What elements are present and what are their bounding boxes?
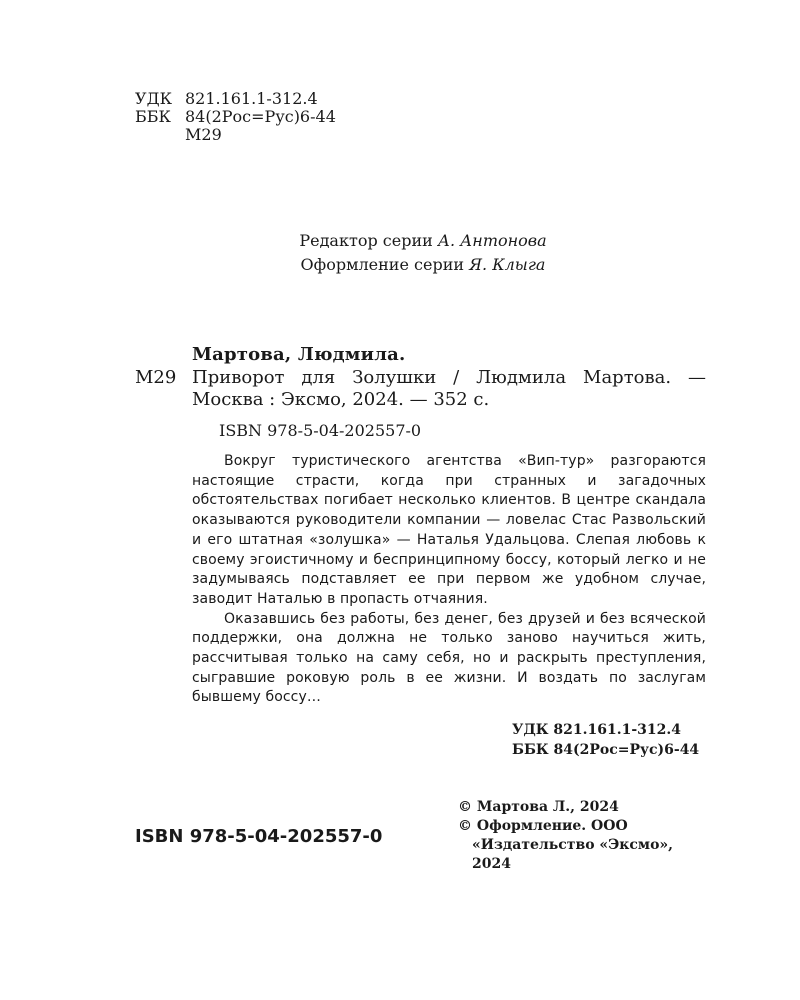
udk-row: [135, 90, 336, 108]
copyright-block: [458, 798, 708, 874]
series-editor-prefix: Редактор серии: [299, 231, 433, 250]
classification-codes: [135, 90, 336, 144]
author-mark-row: [135, 126, 336, 144]
bottom-isbn: ISBN 978-5-04-202557-0: [135, 826, 383, 847]
copyright-design: © Оформление. ООО «Издательство «Эксмо», 2024: [458, 818, 674, 872]
annotation-paragraph-1: Вокруг туристического агентства «Вип-тур» разгораются настоящие страсти, когда при странных и загадочных обстоятельствах погибает несколько клиентов. В центре скандала оказываются руководители компании — ловелас Стас Развольский и его штатная «золушка» — Наталья Удальцова. Слепая любовь к своему эгоистичному и беспринципному боссу, который легко и не задумываясь подставляет ее при первом же удобном случае, заводит Наталью в пропасть отчаяния.: [192, 453, 706, 607]
catalog-isbn: ISBN 978-5-04-202557-0: [219, 421, 422, 440]
annotation: [192, 452, 706, 708]
udk-value: 821.161.1-312.4: [185, 89, 318, 108]
author-mark-top: М29: [185, 125, 222, 144]
series-credits: [200, 229, 646, 277]
bbk-row: [135, 108, 336, 126]
series-design-prefix: Оформление серии: [300, 255, 465, 274]
author-mark: М29: [135, 367, 177, 388]
bottom-classification-codes: [512, 720, 699, 760]
author-heading: Мартова, Людмила.: [192, 344, 406, 365]
annotation-paragraph-2: Оказавшись без работы, без денег, без друзей и без всяческой поддержки, она должна не только заново научиться жить, рассчитывая только на саму себя, но и раскрыть преступления, сыгравшие роковую роль в ее жизни. И воздать по заслугам бывшему боссу…: [192, 610, 706, 706]
bottom-udk: УДК 821.161.1-312.4: [512, 722, 682, 738]
series-design-line: [200, 253, 646, 277]
bottom-bbk: ББК 84(2Рос=Рус)6-44: [512, 742, 700, 758]
series-design-name: Я. Клыга: [469, 255, 546, 274]
catalog-entry: Приворот для Золушки / Людмила Мартова. — Москва : Эксмо, 2024. — 352 с.: [192, 367, 706, 410]
series-editor-line: [200, 229, 646, 253]
bbk-value: 84(2Рос=Рус)6-44: [185, 107, 336, 126]
bbk-label: ББК: [135, 107, 171, 126]
udk-label: УДК: [135, 89, 172, 108]
copyright-author: © Мартова Л., 2024: [458, 799, 619, 815]
series-editor-name: А. Антонова: [437, 231, 547, 250]
